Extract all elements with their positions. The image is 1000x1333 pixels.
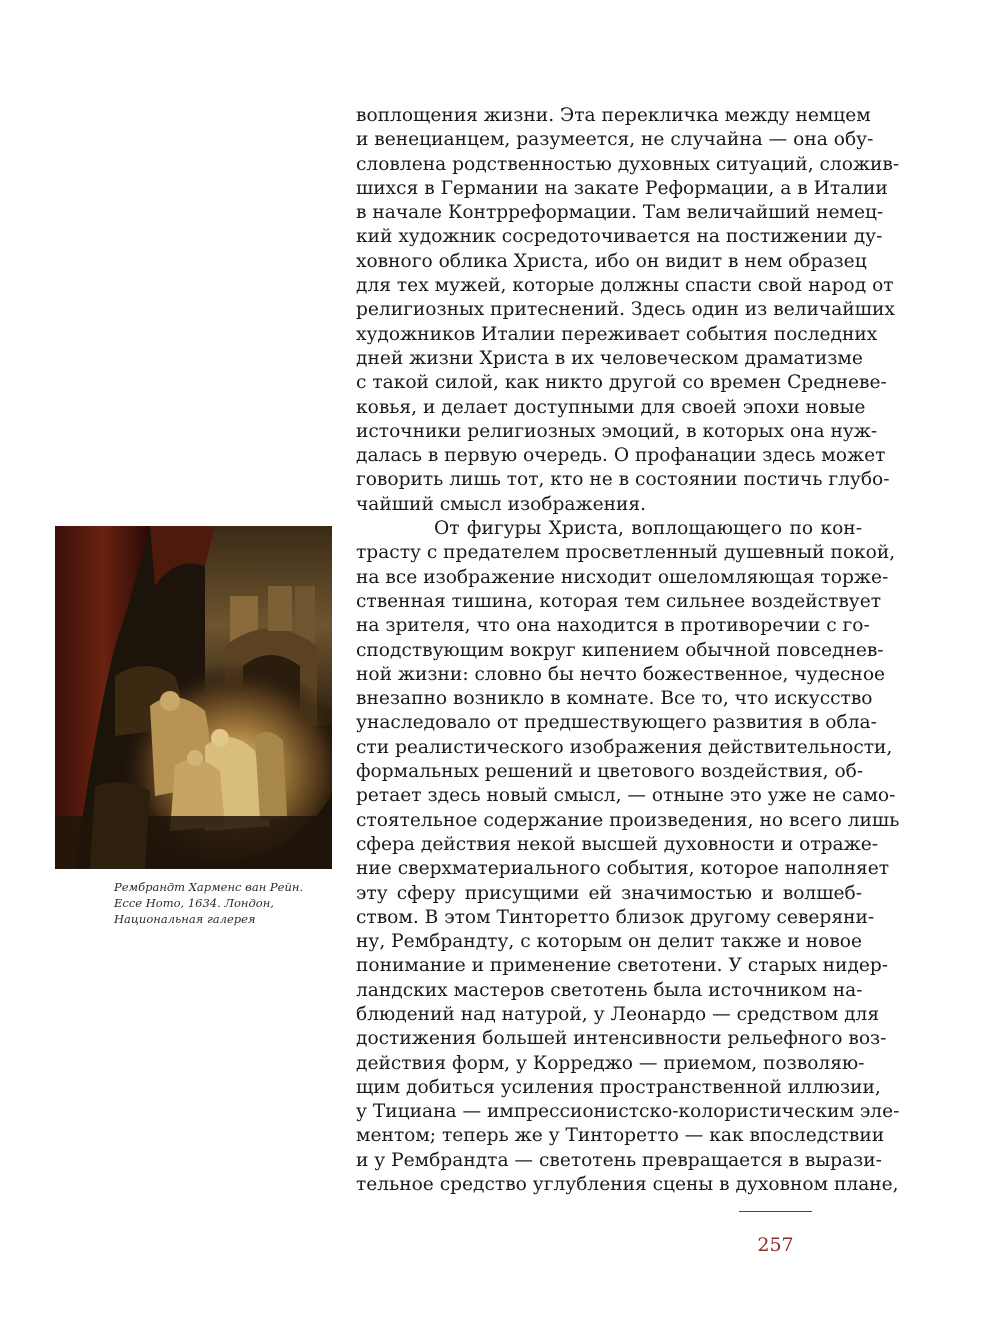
text-line: ством. В этом Тинторетто близок другому северяни- [356,906,875,928]
text-line: и у Рембрандта — светотень превращается в вырази- [356,1149,882,1171]
folio-rule [739,1211,812,1212]
text-line: с такой силой, как никто другой со времен Средневе- [356,372,887,394]
caption-line: Ecce Homo, 1634. Лондон, [114,896,274,910]
text-line: далась в первую очередь. О профанации здесь может [356,445,886,467]
text-line: и венецианцем, разумеется, не случайна — она обу- [356,129,874,151]
text-line: словлена родственностью духовных ситуаций, сложив- [356,153,900,175]
text-line: эту сферу присущими ей значимостью и волшеб- [356,882,862,904]
text-line: понимание и применение светотени. У старых нидер- [356,955,889,977]
text-line: для тех мужей, которые должны спасти свой народ от [356,275,894,297]
text-line: ну, Рембрандту, с которым он делит также и новое [356,931,862,953]
text-line: внезапно возникло в комнате. Все то, что искусство [356,688,873,710]
text-line: щим добиться усиления пространственной иллюзии, [356,1076,881,1098]
text-line: действия форм, у Корреджо — приемом, позволяю- [356,1052,865,1074]
text-line: унаследовало от предшествующего развития в обла- [356,712,877,734]
page-number: 257 [757,1234,794,1256]
text-line: в начале Контрреформации. Там величайший немец- [356,202,884,224]
text-line: формальных решений и цветового воздействия, об- [356,761,864,783]
text-line: ковья, и делает доступными для своей эпохи новые [356,396,866,418]
text-line: шихся в Германии на закате Реформации, а в Италии [356,177,888,199]
text-line: источники религиозных эмоций, в которых она нуж- [356,420,878,442]
text-line: на все изображение нисходит ошеломляющая торже- [356,566,889,588]
text-line: художников Италии переживает события последних [356,323,878,345]
caption-line: Национальная галерея [114,912,256,926]
text-line: ландских мастеров светотень была источником на- [356,979,863,1001]
text-line: ментом; теперь же у Тинторетто — как впоследствии [356,1125,885,1147]
text-line: чайший смысл изображения. [356,493,647,515]
text-line: ние сверхматериального события, которое наполняет [356,858,889,880]
text-line: ной жизни: словно бы нечто божественное, чудесное [356,663,886,685]
text-line: тельное средство углубления сцены в духовном плане, [356,1174,899,1196]
text-line: ховного облика Христа, ибо он видит в нем образец [356,250,867,272]
text-line: кий художник сосредоточивается на постижении ду- [356,226,883,248]
painting-illustration [55,526,332,869]
text-line: достижения большей интенсивности рельефного воз- [356,1028,887,1050]
text-line: религиозных притеснений. Здесь один из величайших [356,299,895,321]
text-line: блюдений над натурой, у Леонардо — средством для [356,1003,880,1025]
text-line: у Тициана — импрессионистско-колористическим эле- [356,1101,900,1123]
text-line: сти реалистического изображения действительности, [356,736,893,758]
text-line: говорить лишь тот, кто не в состоянии постичь глубо- [356,469,890,491]
text-line: стоятельное содержание произведения, но всего лишь [356,809,900,831]
painting-image [55,526,332,869]
text-line: сфера действия некой высшей духовности и отраже- [356,833,878,855]
text-line: воплощения жизни. Эта перекличка между немцем [356,105,871,126]
main-text-column [356,104,900,1197]
text-line: трасту с предателем просветленный душевный покой, [356,542,896,564]
text-line: на зрителя, что она находится в противоречии с го- [356,615,870,637]
text-line: дней жизни Христа в их человеческом драматизме [356,347,863,369]
figure-caption [114,879,334,927]
text-line-indented: От фигуры Христа, воплощающего по кон- [434,518,862,540]
caption-line: Рембрандт Харменс ван Рейн. [114,880,304,894]
text-line: ретает здесь новый смысл, — отныне это уже не само- [356,785,896,807]
text-line: сподствующим вокруг кипением обычной повседнев- [356,639,884,661]
text-line: ственная тишина, которая тем сильнее воздействует [356,590,882,612]
